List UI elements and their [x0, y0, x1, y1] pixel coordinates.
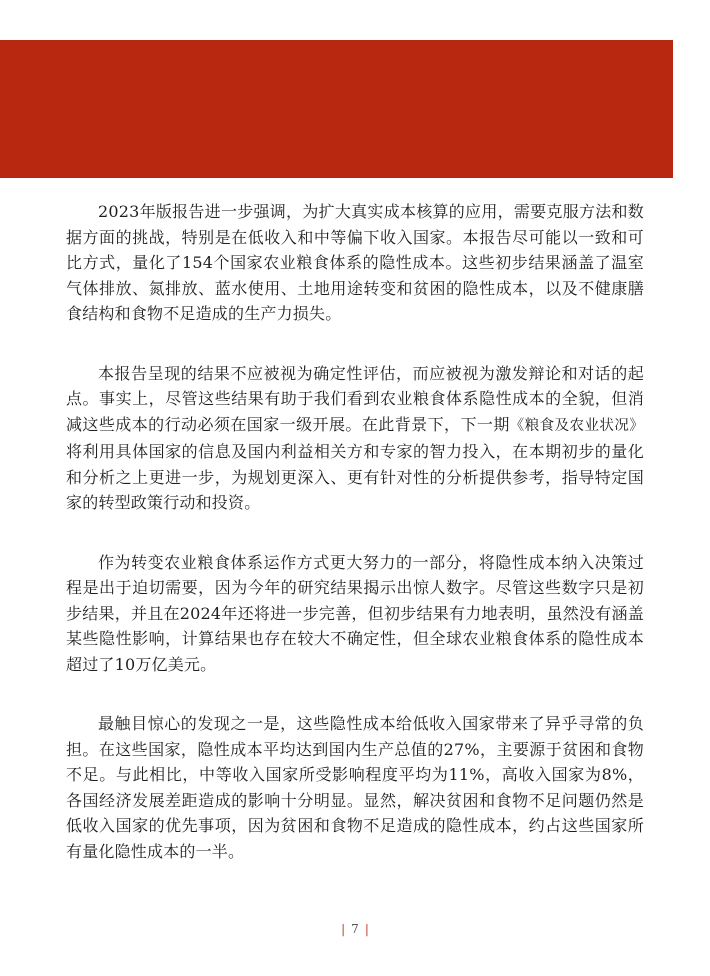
paragraph-2-text-b: 将利用具体国家的信息及国内利益相关方和专家的智力投入，在本期初步的量化和分析之上更进一步，为规划更深入、更有针对性的分析提供参考，指导特定国家的转型政策行动和投资。 [66, 442, 644, 512]
header-banner [0, 40, 673, 178]
publication-title: 《粮食及农业状况》 [509, 417, 644, 434]
page-separator-right: | [364, 922, 369, 936]
page-number-value: 7 [351, 922, 359, 936]
page-number [0, 922, 710, 936]
document-body [66, 199, 644, 898]
paragraph-2-text-a: 本报告呈现的结果不应被视为确定性评估，而应被视为激发辩论和对话的起点。事实上，尽管这些结果有助于我们看到农业粮食体系隐性成本的全貌，但消减这些成本的行动必须在国家一级开展。在此背景下，下一期 [66, 363, 644, 434]
paragraph-3: 作为转变农业粮食体系运作方式更大努力的一部分，将隐性成本纳入决策过程是出于迫切需要，因为今年的研究结果揭示出惊人数字。尽管这些数字只是初步结果，并且在2024年还将进一步完善，但初步结果有力地表明，虽然没有涵盖某些隐性影响，计算结果也存在较大不确定性，但全球农业粮食体系的隐性成本超过了10万亿美元。 [66, 552, 644, 674]
page-separator-left: | [341, 922, 346, 936]
paragraph-1: 2023年版报告进一步强调，为扩大真实成本核算的应用，需要克服方法和数据方面的挑战，特别是在低收入和中等偏下收入国家。本报告尽可能以一致和可比方式，量化了154个国家农业粮食体系的隐性成本。这些初步结果涵盖了温室气体排放、氮排放、蓝水使用、土地用途转变和贫困的隐性成本，以及不健康膳食结构和食物不足造成的生产力损失。 [66, 202, 644, 323]
paragraph-4: 最触目惊心的发现之一是，这些隐性成本给低收入国家带来了异乎寻常的负担。在这些国家，隐性成本平均达到国内生产总值的27%，主要源于贫困和食物不足。与此相比，中等收入国家所受影响程度平均为11%，高收入国家为8%，各国经济发展差距造成的影响十分明显。显然，解决贫困和食物不足问题仍然是低收入国家的优先事项，因为贫困和食物不足造成的隐性成本，约占这些国家所有量化隐性成本的一半。 [66, 714, 644, 861]
paragraph-2 [66, 361, 644, 516]
